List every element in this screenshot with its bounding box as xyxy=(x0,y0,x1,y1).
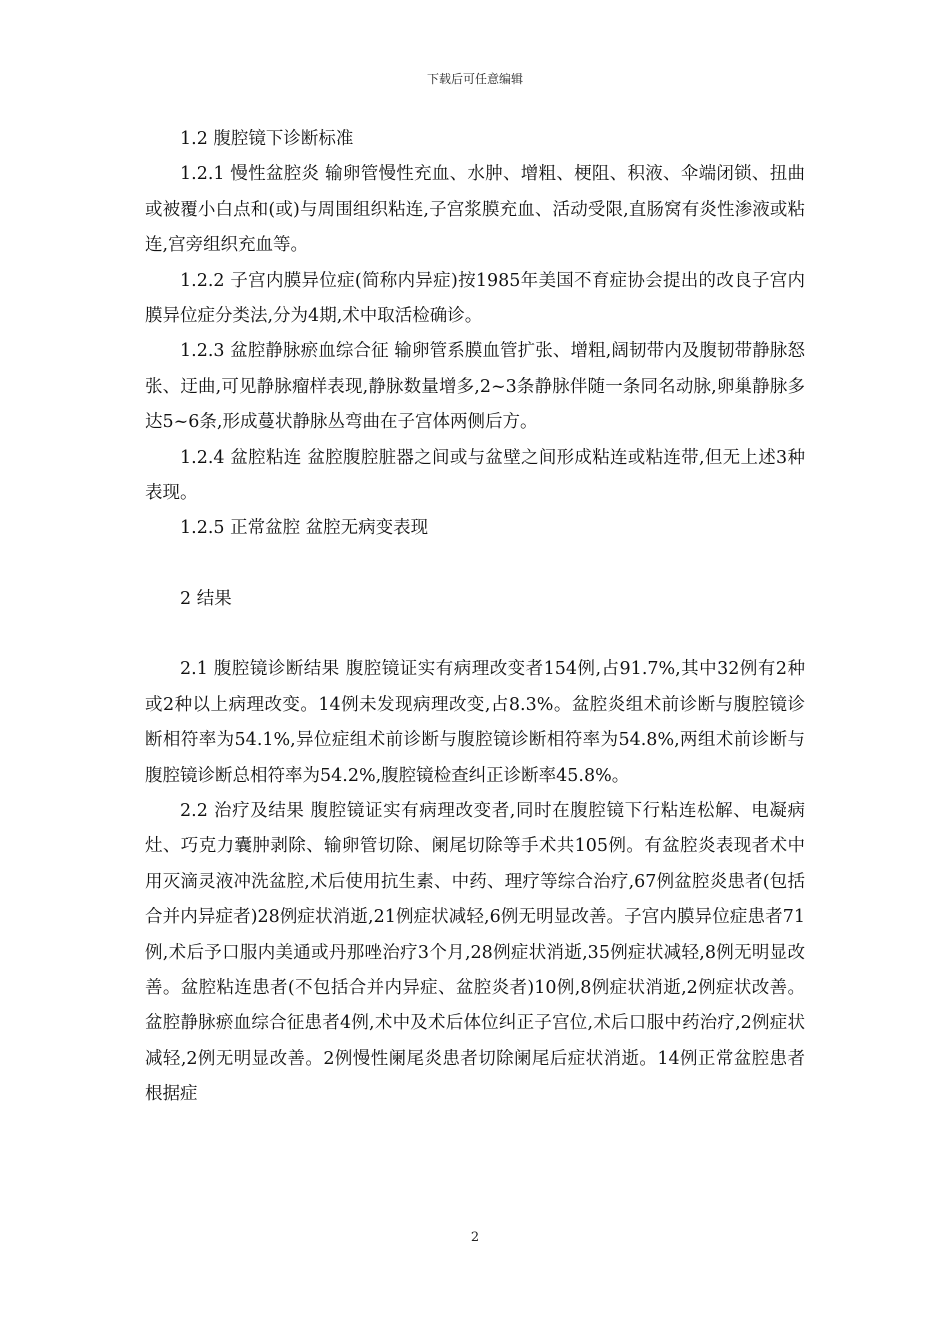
section-spacer xyxy=(145,547,805,582)
paragraph-1-2-3: 1.2.3 盆腔静脉瘀血综合征 输卵管系膜血管扩张、增粗,阔韧带内及腹韧带静脉怒张、迂曲,可见静脉瘤样表现,静脉数量增多,2~3条静脉伴随一条同名动脉,卵巢静脉多达5~6条,形成蔓状静脉丛弯曲在子宫体两侧后方。 xyxy=(145,341,805,433)
paragraph-2-1: 2.1 腹腔镜诊断结果 腹腔镜证实有病理改变者154例,占91.7%,其中32例有2种或2种以上病理改变。14例未发现病理改变,占8.3%。盆腔炎组术前诊断与腹腔镜诊断相符率为54.1%,异位症组术前诊断与腹腔镜诊断相符率为54.8%,两组术前诊断与腹腔镜诊断总相符率为54.2%,腹腔镜检查纠正诊断率45.8%。 xyxy=(145,659,805,786)
section-spacer xyxy=(145,617,805,652)
paragraph-2-2: 2.2 治疗及结果 腹腔镜证实有病理改变者,同时在腹腔镜下行粘连松解、电凝病灶、巧克力囊肿剥除、输卵管切除、阑尾切除等手术共105例。有盆腔炎表现者术中用灭滴灵液冲洗盆腔,术后使用抗生素、中药、理疗等综合治疗,67例盆腔炎患者(包括合并内异症者)28例症状消逝,21例症状减轻,6例无明显改善。子宫内膜异位症患者71例,术后予口服内美通或丹那唑治疗3个月,28例症状消逝,35例症状减轻,8例无明显改善。盆腔粘连患者(不包括合并内异症、盆腔炎者)10例,8例症状消逝,2例症状改善。盆腔静脉瘀血综合征患者4例,术中及术后体位纠正子宫位,术后口服中药治疗,2例症状减轻,2例无明显改善。2例慢性阑尾炎患者切除阑尾后症状消逝。14例正常盆腔患者根据症 xyxy=(145,800,805,1105)
paragraph-1-2-5: 1.2.5 正常盆腔 盆腔无病变表现 xyxy=(180,518,429,539)
page-number: 2 xyxy=(470,1230,480,1245)
paragraph-1-2-2: 1.2.2 子宫内膜异位症(简称内异症)按1985年美国不育症协会提出的改良子宫内膜异位症分类法,分为4期,术中取活检确诊。 xyxy=(145,270,805,327)
section-heading-1-2: 1.2 腹腔镜下诊断标准 xyxy=(180,129,354,149)
page-header: 下载后可任意编辑 xyxy=(426,72,523,86)
document-body xyxy=(145,122,805,1113)
paragraph-1-2-1: 1.2.1 慢性盆腔炎 输卵管慢性充血、水肿、增粗、梗阻、积液、伞端闭锁、扭曲或被覆小白点和(或)与周围组织粘连,子宫浆膜充血、活动受限,直肠窝有炎性渗液或粘连,宫旁组织充血等。 xyxy=(145,164,805,256)
paragraph-1-2-4: 1.2.4 盆腔粘连 盆腔腹腔脏器之间或与盆壁之间形成粘连或粘连带,但无上述3种表现。 xyxy=(145,447,805,504)
section-heading-2: 2 结果 xyxy=(180,588,232,609)
